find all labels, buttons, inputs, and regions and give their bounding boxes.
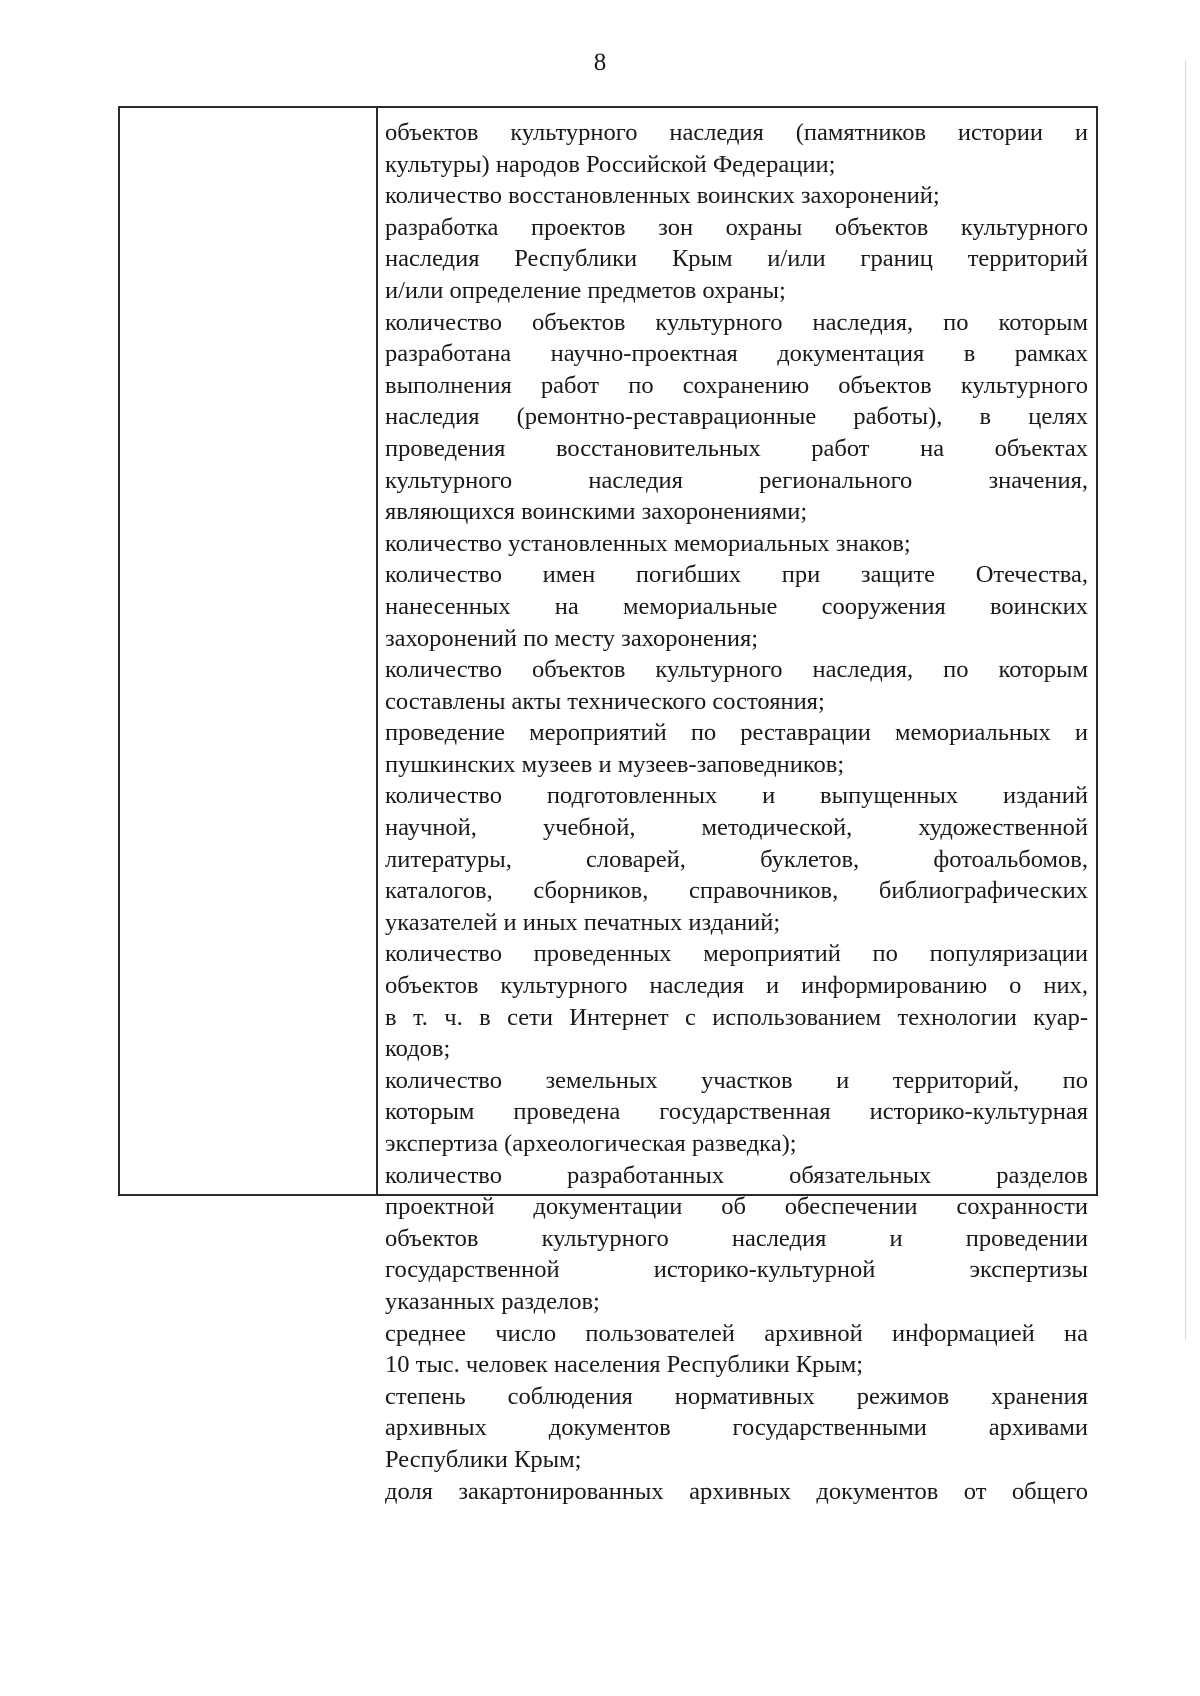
table-left-column: [120, 108, 378, 1194]
text-line: доля закартонированных архивных документов от общего: [385, 1477, 1088, 1505]
text-line: степень соблюдения нормативных режимов хранения: [385, 1382, 1088, 1410]
table-right-column: [378, 108, 1096, 1505]
text-line: количество проведенных мероприятий по популяризации: [385, 940, 1088, 968]
text-line: объектов культурного наследия и информированию о них,: [385, 972, 1088, 1000]
text-line: составлены акты технического состояния;: [385, 687, 825, 715]
text-line: проектной документации об обеспечении сохранности: [385, 1193, 1088, 1221]
text-line: литературы, словарей, буклетов, фотоальбомов,: [385, 845, 1088, 873]
text-line: количество восстановленных воинских захоронений;: [385, 182, 940, 210]
text-line: научной, учебной, методической, художественной: [385, 814, 1088, 842]
text-line: культурного наследия регионального значения,: [385, 466, 1088, 494]
text-line: среднее число пользователей архивной информацией на: [385, 1319, 1088, 1347]
text-line: захоронений по месту захоронения;: [385, 624, 759, 652]
text-line: экспертиза (археологическая разведка);: [385, 1130, 797, 1157]
text-line: 10 тыс. человек населения Республики Крым;: [385, 1351, 864, 1379]
page-number: 8: [593, 49, 607, 76]
text-line: архивных документов государственными архивами: [385, 1414, 1088, 1442]
text-line: наследия Республики Крым и/или границ территорий: [385, 245, 1088, 273]
text-line: количество разработанных обязательных разделов: [385, 1161, 1088, 1189]
text-line: кодов;: [385, 1035, 451, 1063]
text-line: наследия (ремонтно-реставрационные работы), в целях: [385, 403, 1088, 431]
text-line: количество имен погибших при защите Отечества,: [385, 561, 1088, 589]
scan-edge-mark: [1185, 60, 1186, 1340]
text-line: количество подготовленных и выпущенных изданий: [385, 782, 1088, 810]
text-line: разработана научно-проектная документация в рамках: [385, 340, 1088, 368]
text-line: выполнения работ по сохранению объектов культурного: [385, 371, 1088, 399]
text-line: указателей и иных печатных изданий;: [385, 908, 781, 936]
text-line: каталогов, сборников, справочников, библиографических: [385, 877, 1088, 905]
text-line: объектов культурного наследия (памятников истории и: [385, 119, 1088, 146]
text-line: количество земельных участков и территорий, по: [385, 1066, 1088, 1094]
text-line: нанесенных на мемориальные сооружения воинских: [385, 592, 1088, 620]
text-line: и/или определение предметов охраны;: [385, 276, 786, 304]
text-line: указанных разделов;: [385, 1287, 600, 1315]
text-line: проведения восстановительных работ на объектах: [385, 434, 1088, 462]
text-line: которым проведена государственная историко-культурная: [385, 1098, 1088, 1126]
text-line: Республики Крым;: [385, 1445, 582, 1473]
text-line: объектов культурного наследия и проведении: [385, 1224, 1088, 1252]
text-line: пушкинских музеев и музеев-заповедников;: [385, 750, 845, 778]
text-line: количество установленных мемориальных знаков;: [385, 529, 911, 557]
text-line: количество объектов культурного наследия, по которым: [385, 656, 1088, 684]
text-line: являющихся воинскими захоронениями;: [385, 498, 808, 526]
text-line: культуры) народов Российской Федерации;: [385, 150, 836, 178]
text-line: количество объектов культурного наследия, по которым: [385, 308, 1088, 336]
content-table: [118, 106, 1098, 1505]
text-line: проведение мероприятий по реставрации мемориальных и: [385, 719, 1088, 747]
text-line: в т. ч. в сети Интернет с использованием технологии куар-: [385, 1003, 1088, 1031]
text-line: разработка проектов зон охраны объектов культурного: [385, 213, 1088, 241]
text-line: государственной историко-культурной экспертизы: [385, 1256, 1088, 1284]
